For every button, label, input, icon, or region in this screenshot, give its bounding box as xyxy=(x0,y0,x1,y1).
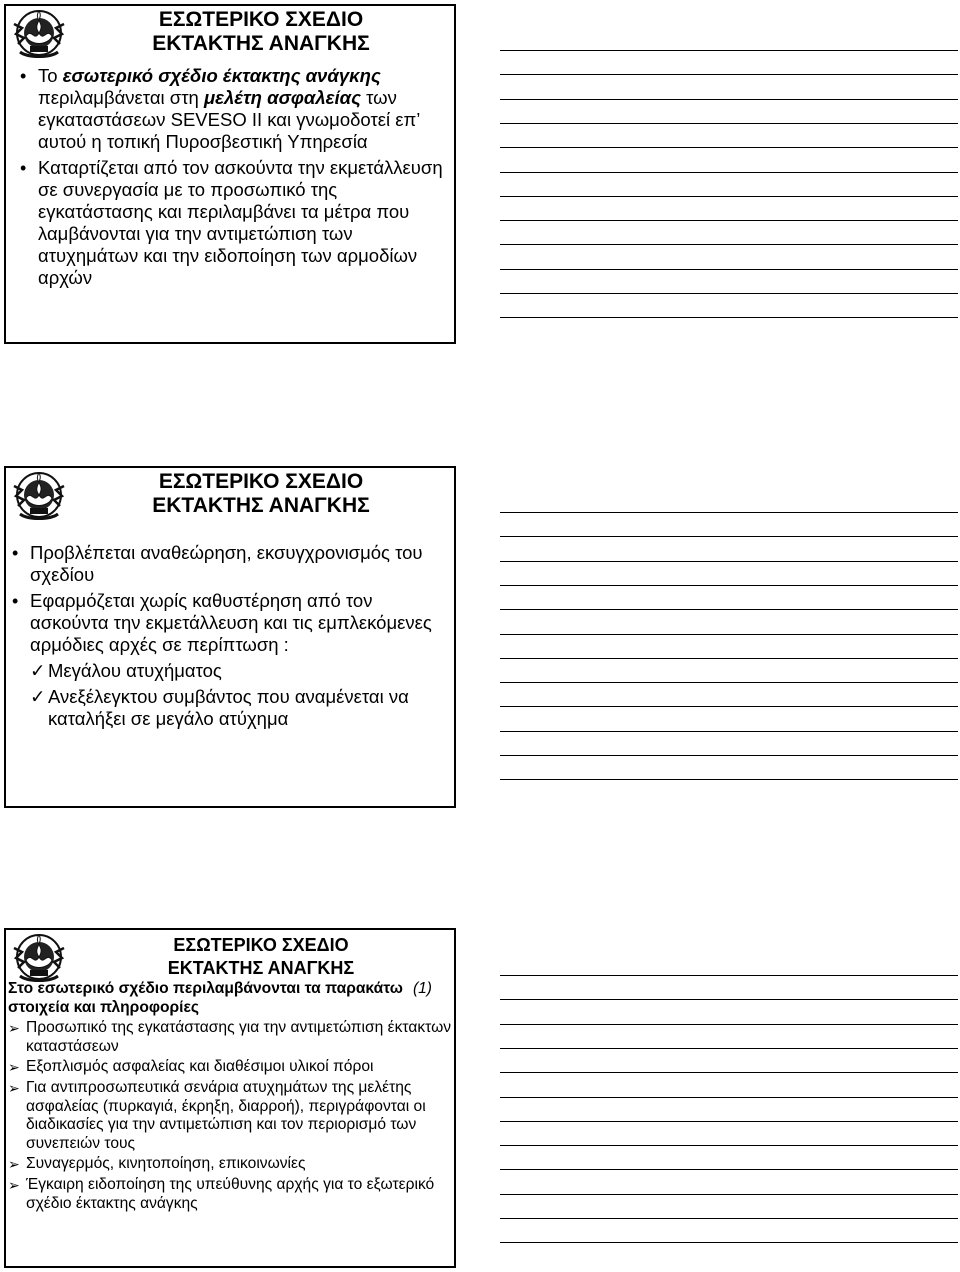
title-line-1: ΕΣΩΤΕΡΙΚΟ ΣΧΕΔΙΟ xyxy=(158,470,364,493)
list-item: ➢ Εξοπλισμός ασφαλείας και διαθέσιμοι υλικοί πόροι xyxy=(8,1058,374,1076)
note-line xyxy=(500,1097,958,1098)
list-item: ➢ Συναγερμός, κινητοποίηση, επικοινωνίες xyxy=(8,1155,306,1173)
note-line xyxy=(500,1169,958,1170)
note-line xyxy=(500,317,958,318)
slide-3 xyxy=(4,928,456,1268)
note-line xyxy=(500,1024,958,1025)
note-line xyxy=(500,244,958,245)
bullet-item: • Εφαρμόζεται χωρίς καθυστέρηση από τον ασκούντα την εκμετάλλευση και τις εμπλεκόμενες αρμόδιες αρχές σε περίπτωση : xyxy=(10,590,450,656)
list-item: ➢ Προσωπικό της εγκατάστασης για την αντιμετώπιση έκτακτων καταστάσεων xyxy=(8,1019,452,1055)
note-line xyxy=(500,999,958,1000)
note-line xyxy=(500,147,958,148)
note-line xyxy=(500,634,958,635)
slide-title xyxy=(68,8,454,56)
bullet-item: • Προβλέπεται αναθεώρηση, εκσυγχρονισμός του σχεδίου xyxy=(10,542,450,586)
note-line xyxy=(500,779,958,780)
note-line xyxy=(500,609,958,610)
note-line xyxy=(500,1048,958,1049)
note-line xyxy=(500,975,958,976)
title-line-2: ΕΚΤΑΚΤΗΣ ΑΝΑΓΚΗΣ xyxy=(152,32,370,55)
note-line xyxy=(500,1121,958,1122)
note-line xyxy=(500,123,958,124)
note-line xyxy=(500,74,958,75)
fire-service-emblem-icon xyxy=(6,930,72,986)
note-line xyxy=(500,172,958,173)
note-line xyxy=(500,1242,958,1243)
title-line-2: ΕΚΤΑΚΤΗΣ ΑΝΑΓΚΗΣ xyxy=(152,494,370,517)
note-line xyxy=(500,512,958,513)
note-line xyxy=(500,1145,958,1146)
arrow-bullet-icon: ➢ xyxy=(8,1079,20,1096)
slide-2 xyxy=(4,466,456,808)
note-line xyxy=(500,658,958,659)
note-line xyxy=(500,731,958,732)
fire-service-emblem-icon xyxy=(6,468,72,524)
lead-number: (1) xyxy=(412,980,432,997)
check-icon: ✓ xyxy=(30,686,46,707)
check-icon: ✓ xyxy=(30,660,46,681)
note-line xyxy=(500,706,958,707)
bullet-item: • Το εσωτερικό σχέδιο έκτακτης ανάγκης περιλαμβάνεται στη μελέτη ασφαλείας των εγκαταστάσεων SEVESO II και γνωμοδοτεί επ’ αυτού η τοπική Πυροσβεστική Υπηρεσία xyxy=(18,65,448,153)
note-line xyxy=(500,585,958,586)
fire-service-emblem-icon xyxy=(6,6,72,62)
note-line xyxy=(500,1218,958,1219)
arrow-bullet-icon: ➢ xyxy=(8,1156,20,1173)
note-line xyxy=(500,269,958,270)
note-line xyxy=(500,196,958,197)
slide-title xyxy=(68,470,454,518)
note-line xyxy=(500,220,958,221)
note-line xyxy=(500,50,958,51)
slide-body xyxy=(10,542,450,734)
check-item: ✓ Ανεξέλεγκτου συμβάντος που αναμένεται να καταλήξει σε μεγάλο ατύχημα xyxy=(30,686,409,729)
emphasis-text: εσωτερικό σχέδιο έκτακτης ανάγκης xyxy=(62,65,381,86)
note-line xyxy=(500,561,958,562)
list-item: ➢ Έγκαιρη ειδοποίηση της υπεύθυνης αρχής για το εξωτερικό σχέδιο έκτακτης ανάγκης xyxy=(8,1175,435,1212)
arrow-bullet-icon: ➢ xyxy=(8,1059,20,1076)
list-item: ➢ Για αντιπροσωπευτικά σενάρια ατυχημάτων της μελέτης ασφαλείας (πυρκαγιά, έκρηξη, διαρροή), περιγράφονται οι διαδικασίες για την αντιμετώπιση και τον περιορισμό των συνεπειών τους xyxy=(8,1078,426,1152)
slide-title xyxy=(68,934,454,980)
title-line-1: ΕΣΩΤΕΡΙΚΟ ΣΧΕΔΙΟ xyxy=(158,8,364,31)
lead-text: (1) Στο εσωτερικό σχέδιο περιλαμβάνονται τα παρακάτω στοιχεία και πληροφορίες xyxy=(8,980,452,1017)
note-line xyxy=(500,99,958,100)
slide-body xyxy=(8,980,452,1215)
note-line xyxy=(500,682,958,683)
arrow-bullet-icon: ➢ xyxy=(8,1020,20,1037)
check-item: ✓ Μεγάλου ατυχήματος xyxy=(30,660,222,681)
note-line xyxy=(500,293,958,294)
note-line xyxy=(500,1072,958,1073)
title-line-1: ΕΣΩΤΕΡΙΚΟ ΣΧΕΔΙΟ xyxy=(173,935,349,955)
title-line-2: ΕΚΤΑΚΤΗΣ ΑΝΑΓΚΗΣ xyxy=(167,958,355,978)
slide-1 xyxy=(4,4,456,344)
note-line xyxy=(500,1194,958,1195)
arrow-bullet-icon: ➢ xyxy=(8,1176,20,1193)
slide-body xyxy=(18,65,448,293)
bullet-item: • Καταρτίζεται από τον ασκούντα την εκμετάλλευση σε συνεργασία με το προσωπικό της εγκατάστασης και περιλαμβάνει τα μέτρα που λαμβάνονται για την αντιμετώπιση των ατυχημάτων και την ειδοποίηση των αρμοδίων αρχών xyxy=(18,157,448,289)
note-line xyxy=(500,755,958,756)
note-line xyxy=(500,536,958,537)
emphasis-text: μελέτη ασφαλείας xyxy=(203,87,361,108)
